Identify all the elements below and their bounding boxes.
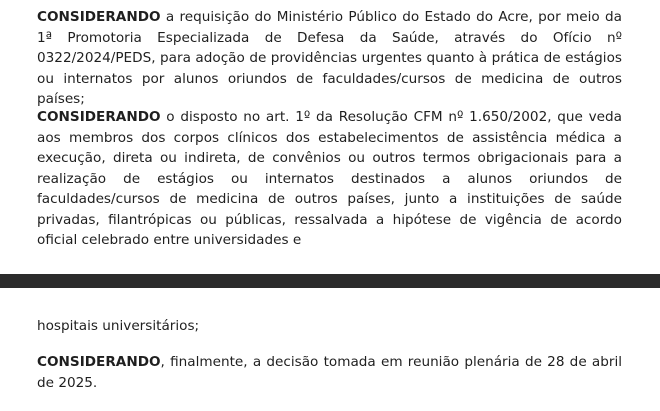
paragraph-lead: CONSIDERANDO	[37, 9, 161, 25]
page-break-divider	[0, 274, 660, 288]
paragraph-decisao-plenaria	[37, 352, 622, 393]
paragraph-text: a requisição do Ministério Público do Estado do Acre, por meio da 1ª Promotoria Especializada de Defesa da Saúde, através do Ofício nº 0322/2024/PEDS, para adoção de providências urgentes quanto à prática de estágios ou internatos por alunos oriundos de faculdades/cursos de medicina de outros países;	[37, 9, 622, 107]
paragraph-resolucao-cfm	[37, 107, 622, 251]
paragraph-text: , finalmente, a decisão tomada em reunião plenária de 28 de abril de 2025.	[37, 354, 622, 391]
paragraph-ministerio-publico	[37, 7, 622, 110]
paragraph-lead: CONSIDERANDO	[37, 109, 161, 125]
paragraph-text: o disposto no art. 1º da Resolução CFM nº 1.650/2002, que veda aos membros dos corpos clínicos dos estabelecimentos de assistência médica a execução, direta ou indireta, de convênios ou outros termos obrigacionais para a realização de estágios ou internatos destinados a alunos oriundos de faculdades/cursos de medicina de outros países, junto a instituições de saúde privadas, filantrópicas ou públicas, ressalvada a hipótese de vigência de acordo oficial celebrado entre universidades e	[37, 109, 622, 248]
paragraph-continuation: hospitais universitários;	[37, 318, 200, 334]
paragraph-lead: CONSIDERANDO	[37, 354, 161, 370]
